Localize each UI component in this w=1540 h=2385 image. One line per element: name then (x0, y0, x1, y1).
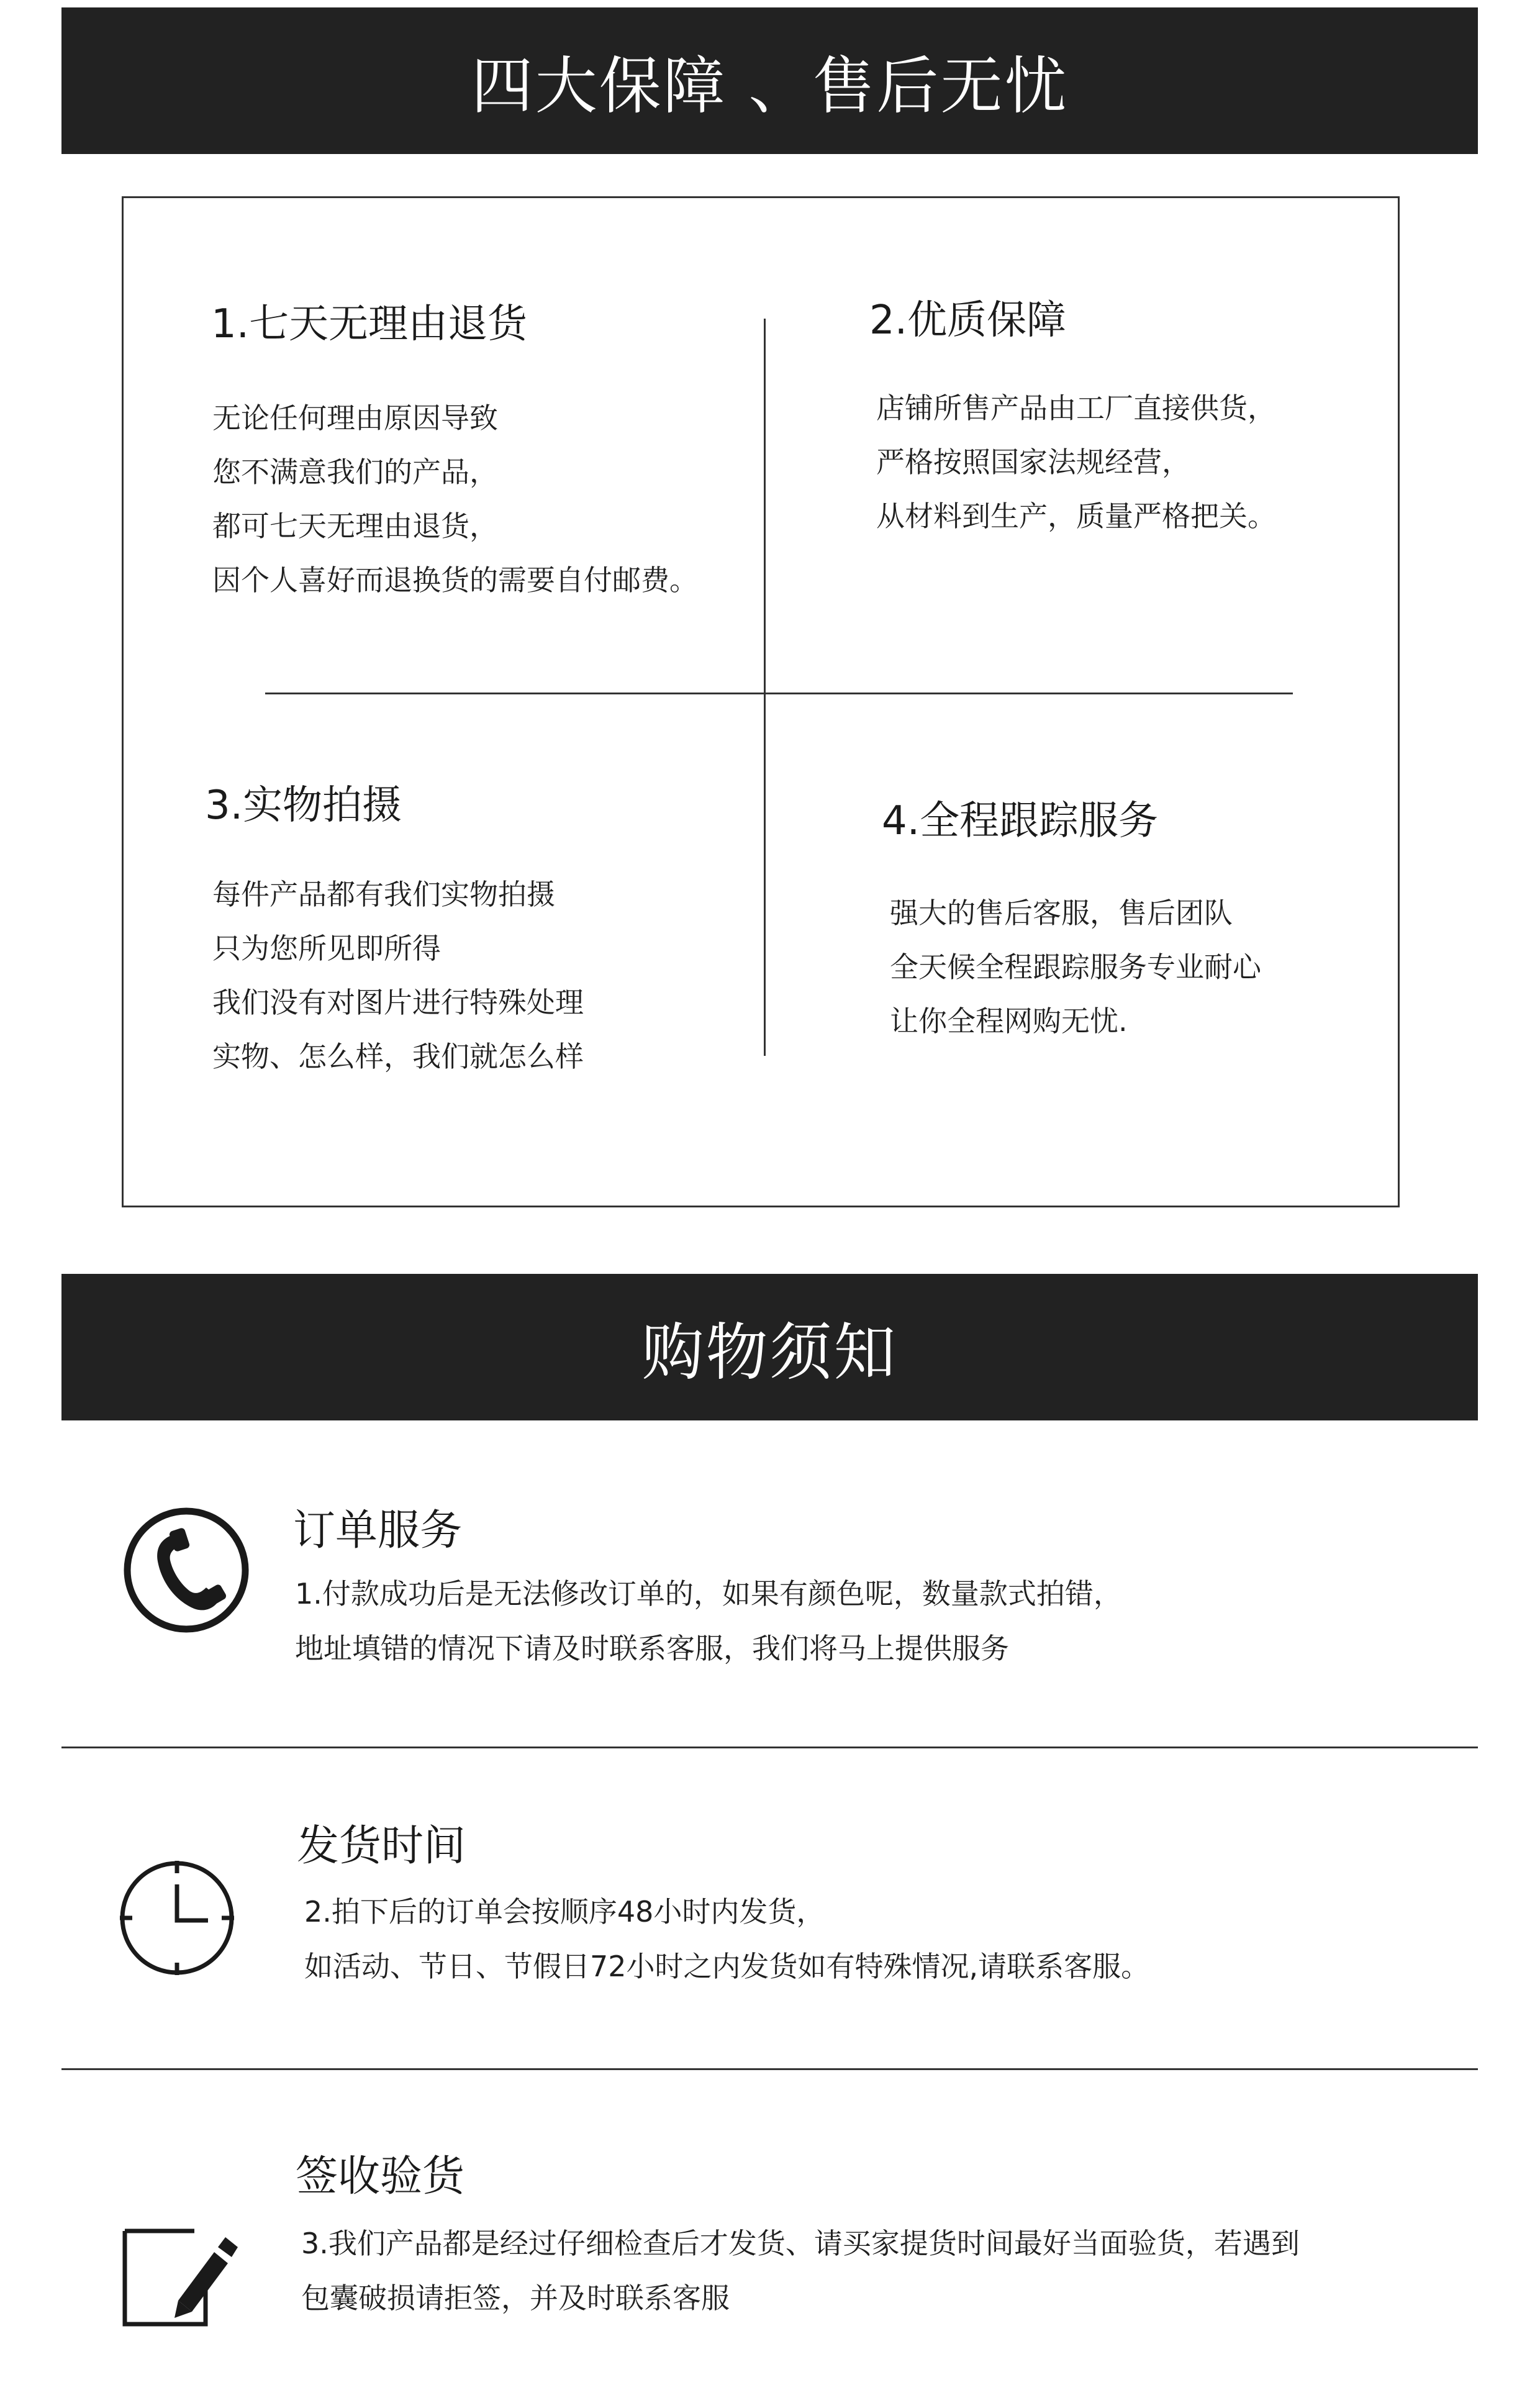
section-divider (61, 2068, 1478, 2070)
guarantee-3-line: 我们没有对图片进行特殊处理 (212, 986, 584, 1019)
clock-icon (116, 1857, 238, 1979)
notice-shipping-text (304, 1884, 1149, 1994)
notice-order-line: 地址填错的情况下请及时联系客服，我们将马上提供服务 (295, 1632, 1009, 1665)
notice-receipt-line: 3.我们产品都是经过仔细检查后才发货、请买家提货时间最好当面验货，若遇到 (301, 2227, 1300, 2260)
guarantee-3-line: 实物、怎么样，我们就怎么样 (212, 1040, 584, 1073)
guarantee-banner (61, 7, 1478, 154)
notice-receipt-line: 包囊破损请拒签，并及时联系客服 (301, 2281, 730, 2315)
guarantee-1-line: 因个人喜好而退换货的需要自付邮费。 (212, 563, 698, 597)
guarantee-1-text (212, 391, 698, 607)
notice-order-text (295, 1566, 1122, 1676)
guarantee-2-line: 店铺所售产品由工厂直接供货， (876, 391, 1276, 425)
guarantee-1-line: 都可七天无理由退货， (212, 509, 498, 543)
notice-receipt-title: 签收验货 (296, 2152, 465, 2201)
notice-order-line: 1.付款成功后是无法修改订单的，如果有颜色呢，数量款式拍错， (295, 1577, 1122, 1610)
guarantee-4-line: 强大的售后客服，售后团队 (890, 896, 1233, 930)
guarantee-2-line: 严格按照国家法规经营， (876, 445, 1190, 479)
document-pen-icon (121, 2227, 240, 2328)
guarantee-divider-vertical (764, 319, 766, 1056)
guarantee-1-title: 1.七天无理由退货 (211, 301, 528, 347)
guarantee-3-line: 只为您所见即所得 (212, 932, 441, 965)
guarantee-2-text (876, 381, 1276, 543)
notice-shipping-line: 如活动、节日、节假日72小时之内发货如有特殊情况,请联系客服。 (304, 1950, 1150, 1983)
notice-banner-title: 购物须知 (641, 1316, 898, 1389)
guarantee-banner-title: 四大保障 、售后无忧 (471, 50, 1069, 122)
guarantee-3-title: 3.实物拍摄 (205, 783, 402, 829)
guarantee-1-line: 无论任何理由原因导致 (212, 401, 498, 435)
guarantee-4-line: 全天候全程跟踪服务专业耐心 (890, 950, 1261, 984)
guarantee-1-line: 您不满意我们的产品， (212, 455, 498, 489)
section-divider (61, 1747, 1478, 1748)
guarantee-2-line: 从材料到生产，质量严格把关。 (876, 499, 1276, 533)
guarantee-2-title: 2.优质保障 (869, 298, 1067, 343)
phone-icon (118, 1502, 255, 1638)
guarantee-divider-horizontal (265, 693, 1293, 694)
notice-receipt-text (301, 2216, 1300, 2325)
notice-banner (61, 1274, 1478, 1420)
guarantee-3-line: 每件产品都有我们实物拍摄 (212, 878, 555, 911)
notice-shipping-title: 发货时间 (297, 1822, 466, 1871)
notice-order-title: 订单服务 (293, 1506, 463, 1555)
guarantee-4-text (890, 886, 1261, 1048)
guarantee-4-title: 4.全程跟踪服务 (882, 798, 1159, 844)
guarantee-4-line: 让你全程网购无忧. (890, 1004, 1128, 1038)
guarantee-3-text (212, 868, 584, 1084)
notice-shipping-line: 2.拍下后的订单会按顺序48小时内发货， (304, 1895, 825, 1928)
